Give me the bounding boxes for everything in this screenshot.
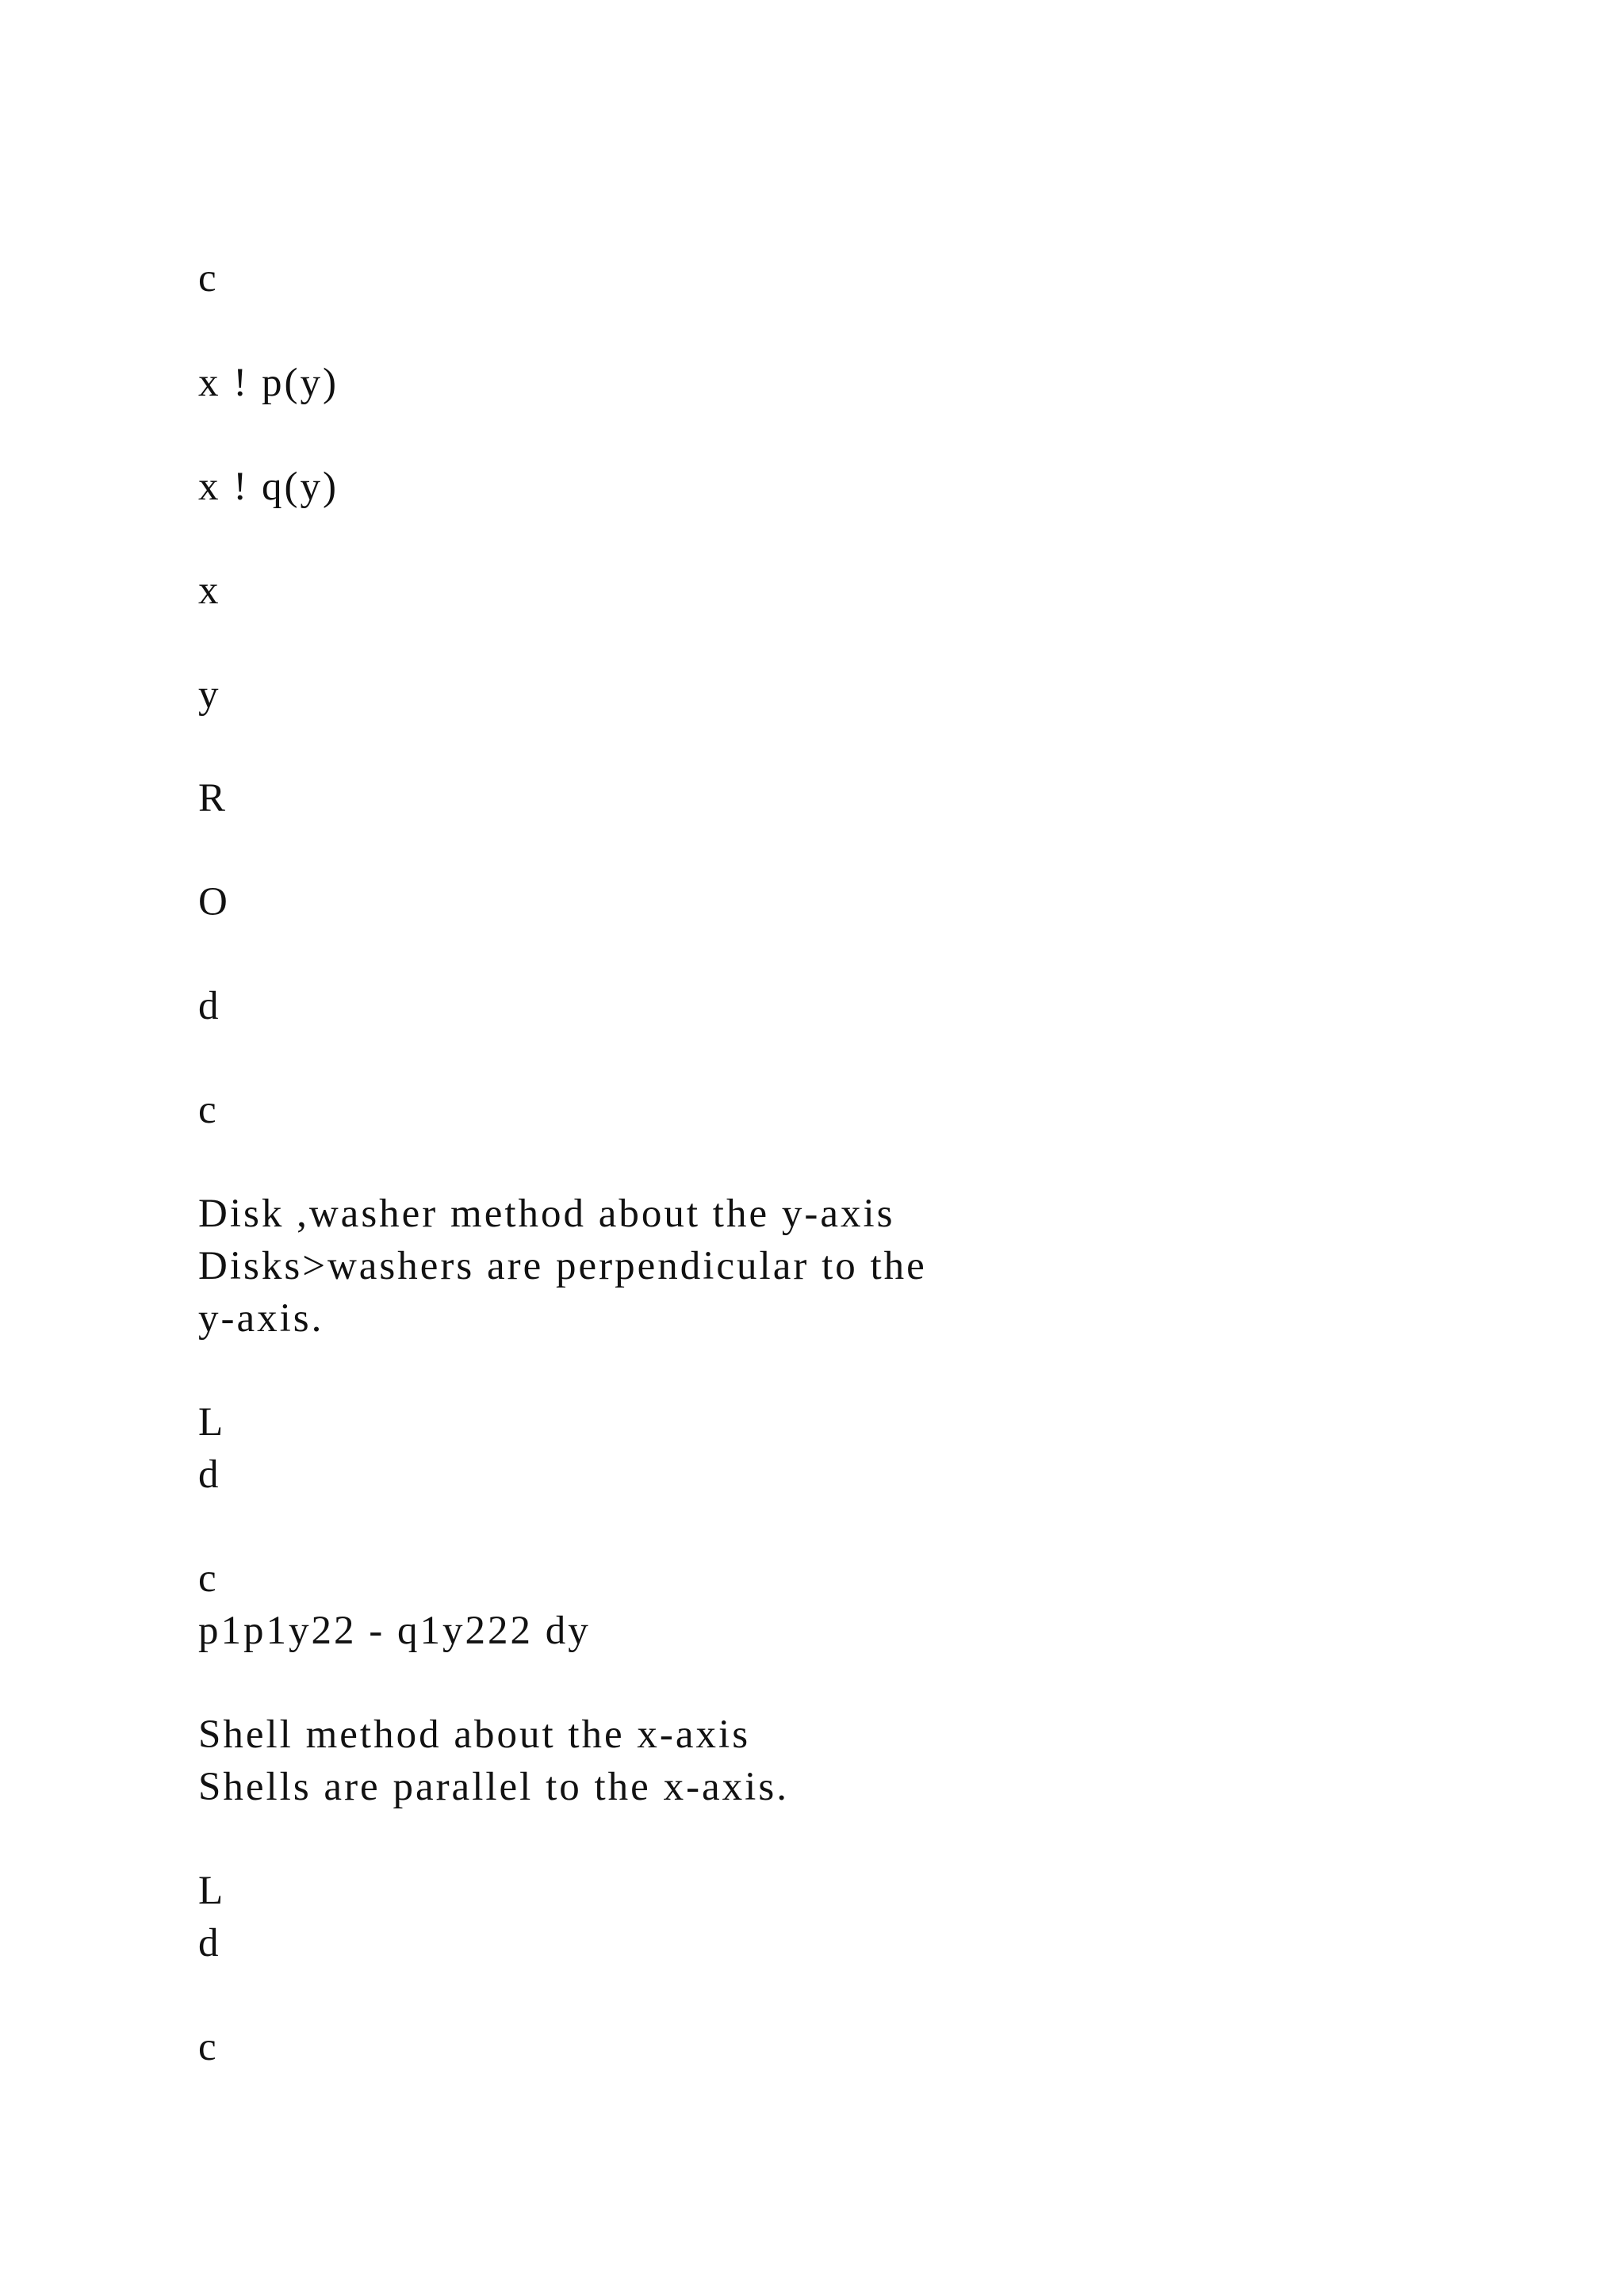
text-line: d — [198, 1921, 221, 1965]
text-line: c — [198, 2025, 219, 2069]
text-line: x ! q(y) — [198, 465, 339, 509]
text-line: c — [198, 256, 219, 300]
text-line: d — [198, 984, 221, 1028]
text-line: y — [198, 672, 221, 717]
text-line: R — [198, 776, 228, 821]
text-line: y-axis. — [198, 1296, 324, 1341]
text-line: Disks>washers are perpendicular to the — [198, 1244, 927, 1288]
text-line: c — [198, 1088, 219, 1132]
text-line: x ! p(y) — [198, 361, 339, 405]
text-line: O — [198, 880, 230, 924]
text-line: c — [198, 1556, 219, 1601]
text-line: p1p1y22 - q1y222 dy — [198, 1609, 591, 1653]
text-line: Disk ,washer method about the y-axis — [198, 1192, 895, 1236]
text-line: L — [198, 1869, 226, 1913]
text-line: x — [198, 568, 221, 613]
text-line: Shells are parallel to the x-axis. — [198, 1765, 789, 1809]
text-line: L — [198, 1400, 226, 1445]
text-line: Shell method about the x-axis — [198, 1712, 751, 1757]
text-line: d — [198, 1452, 221, 1497]
